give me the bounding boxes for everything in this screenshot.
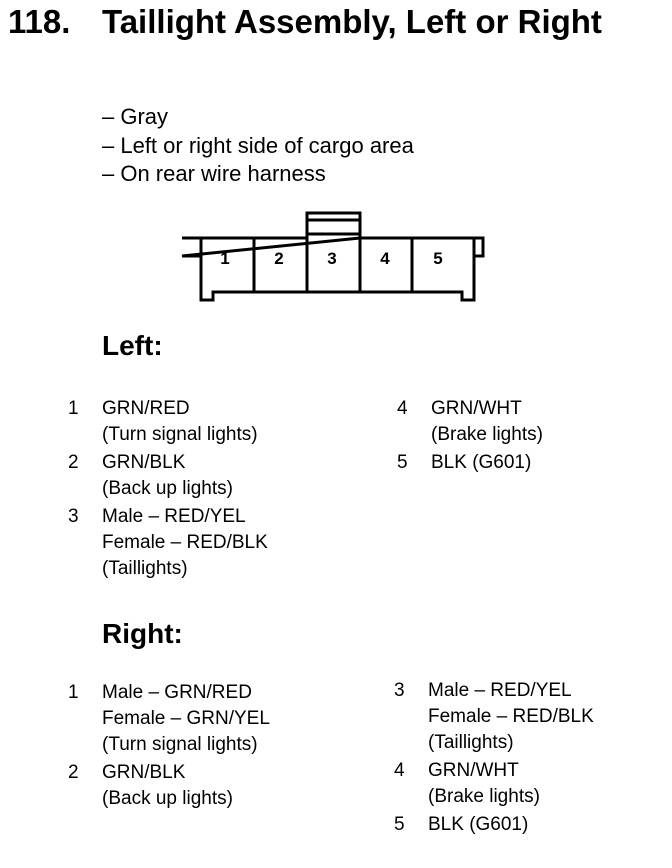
wire-color: GRN/RED bbox=[102, 398, 190, 419]
circuit-desc: (Back up lights) bbox=[102, 478, 233, 499]
pin-label-2: 2 bbox=[274, 249, 284, 268]
pin-number: 2 bbox=[68, 762, 79, 783]
circuit-desc: (Brake lights) bbox=[431, 424, 543, 445]
left-heading: Left: bbox=[102, 330, 163, 361]
right-pins-col1 bbox=[68, 680, 270, 814]
pin-entry bbox=[397, 450, 543, 476]
section-title: Taillight Assembly, Left or Right bbox=[102, 3, 602, 40]
pin-number: 5 bbox=[397, 452, 408, 473]
pin-entry bbox=[397, 396, 543, 448]
location-note: – Left or right side of cargo area bbox=[102, 132, 414, 158]
pin-number: 2 bbox=[68, 452, 79, 473]
pin-number: 5 bbox=[394, 814, 405, 835]
pin-label-3: 3 bbox=[327, 249, 337, 268]
pin-label-1: 1 bbox=[220, 249, 230, 268]
pin-number: 3 bbox=[394, 680, 405, 701]
pin-entry bbox=[394, 678, 594, 756]
pin-number: 4 bbox=[397, 398, 408, 419]
pin-label-5: 5 bbox=[433, 249, 443, 268]
pin-entry bbox=[68, 680, 270, 758]
pin-number: 4 bbox=[394, 760, 405, 781]
pin-number: 1 bbox=[68, 682, 79, 703]
wire-color: Female – RED/BLK bbox=[102, 532, 268, 553]
pin-entry bbox=[68, 760, 270, 812]
wire-color: Male – RED/YEL bbox=[102, 506, 246, 527]
wire-color: Male – GRN/RED bbox=[102, 682, 252, 703]
pin-entry bbox=[68, 450, 268, 502]
wire-color: Male – RED/YEL bbox=[428, 680, 572, 701]
connector-housing bbox=[182, 238, 483, 300]
pin-entry bbox=[394, 812, 594, 838]
wire-color: GRN/BLK bbox=[102, 452, 186, 473]
wire-color: BLK (G601) bbox=[431, 452, 532, 473]
wire-color: Female – RED/BLK bbox=[428, 706, 594, 727]
location-notes bbox=[102, 103, 414, 189]
circuit-desc: (Taillights) bbox=[428, 732, 514, 753]
wire-color: GRN/WHT bbox=[431, 398, 522, 419]
circuit-desc: (Brake lights) bbox=[428, 786, 540, 807]
circuit-desc: (Back up lights) bbox=[102, 788, 233, 809]
location-note: – Gray bbox=[102, 104, 169, 129]
pin-number: 3 bbox=[68, 506, 79, 527]
pin-entry bbox=[68, 396, 268, 448]
wire-color: Female – GRN/YEL bbox=[102, 708, 270, 729]
pin-label-4: 4 bbox=[380, 249, 390, 268]
pin-entry bbox=[68, 504, 268, 582]
circuit-desc: (Turn signal lights) bbox=[102, 734, 258, 755]
location-note: – On rear wire harness bbox=[102, 161, 326, 186]
section-number: 118. bbox=[8, 3, 71, 40]
circuit-desc: (Turn signal lights) bbox=[102, 424, 258, 445]
pin-number: 1 bbox=[68, 398, 79, 419]
right-heading: Right: bbox=[102, 618, 183, 649]
right-pins-col2 bbox=[394, 678, 594, 840]
wire-color: GRN/BLK bbox=[102, 762, 186, 783]
left-pins-col2 bbox=[397, 396, 543, 478]
circuit-desc: (Taillights) bbox=[102, 558, 188, 579]
wire-color: BLK (G601) bbox=[428, 814, 529, 835]
pin-entry bbox=[394, 758, 594, 810]
connector-latch bbox=[307, 213, 360, 234]
wire-color: GRN/WHT bbox=[428, 760, 519, 781]
left-pins-col1 bbox=[68, 396, 268, 584]
connector-diagram bbox=[175, 208, 491, 308]
